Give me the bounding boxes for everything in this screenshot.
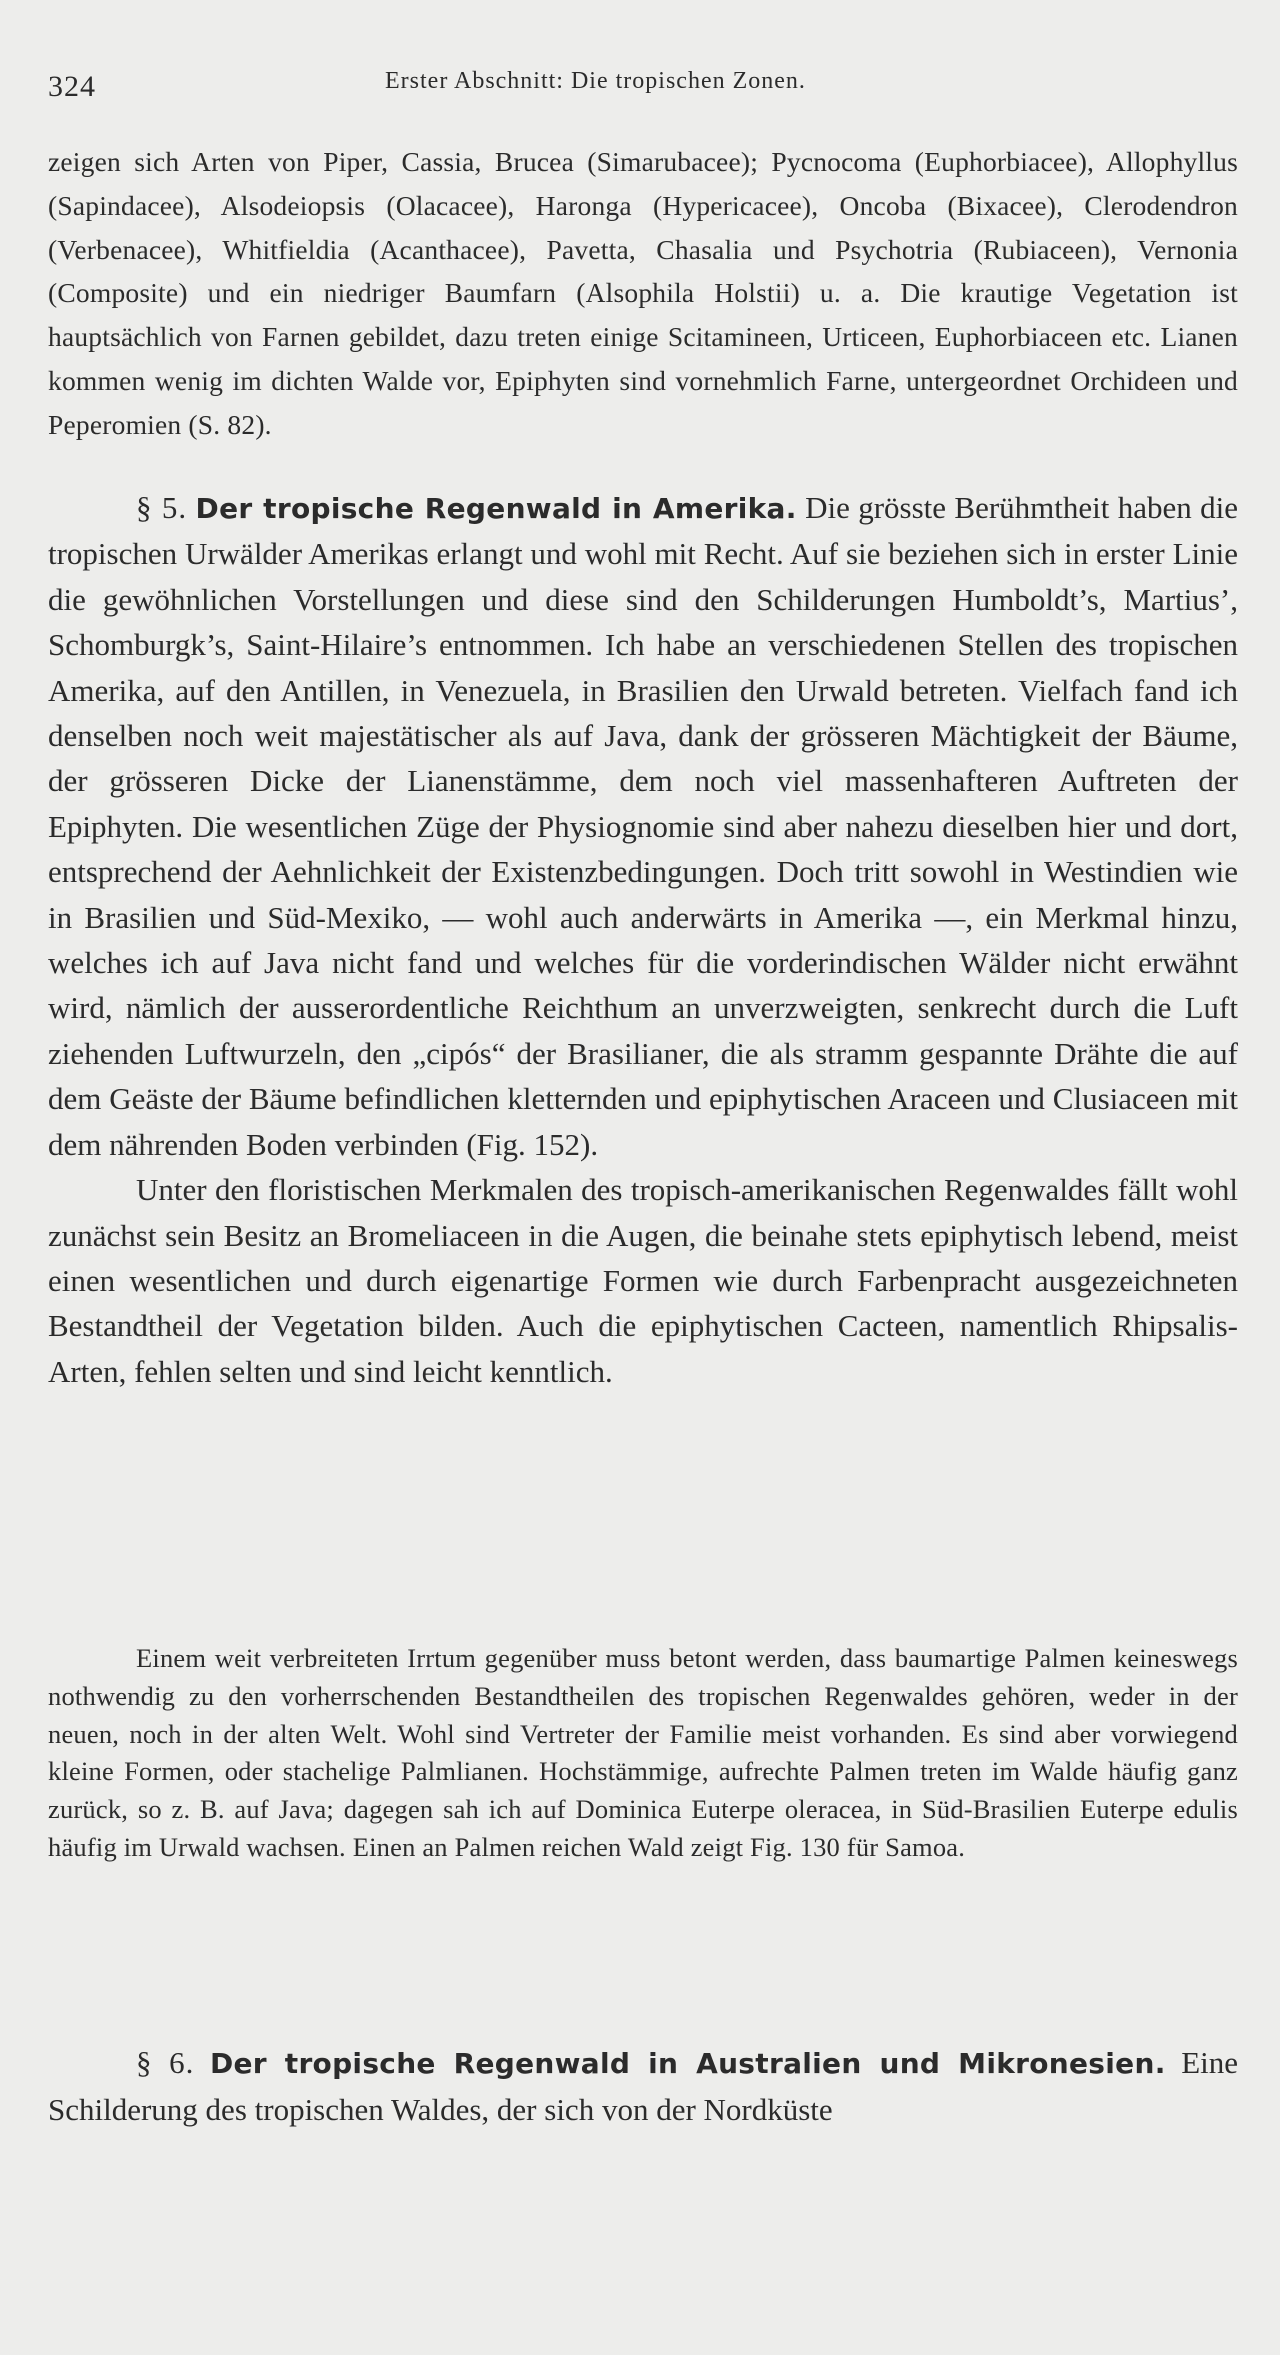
running-head (48, 66, 1232, 106)
running-title: Erster Abschnitt: Die tropischen Zonen. (385, 68, 806, 94)
section-6 (48, 2040, 1238, 2133)
section-6-paragraph (48, 2040, 1238, 2133)
continuation-block (48, 140, 1238, 447)
section-6-heading: Der tropische Regenwald in Australien und Mikronesien. (209, 2047, 1166, 2080)
palm-note-paragraph: Einem weit verbreiteten Irrtum gegenüber muss betont werden, dass baumartige Palmen keineswegs nothwendig zu den vorherrschenden Bestandtheilen des tropischen Regenwaldes gehören, weder in der neuen, noch in der alten Welt. Wohl sind Vertreter der Familie meist vorhanden. Es sind aber vorwiegend kleine Formen, oder stachelige Palmlianen. Hochstämmige, aufrechte Palmen treten im Walde häufig ganz zurück, so z. B. auf Java; dagegen sah ich auf Dominica Euterpe oleracea, in Süd-Brasilien Euterpe edulis häufig im Urwald wachsen. Einen an Palmen reichen Wald zeigt Fig. 130 für Samoa. (48, 1643, 1238, 1862)
section-5-paragraph-1 (48, 485, 1238, 1167)
continuation-paragraph: zeigen sich Arten von Piper, Cassia, Brucea (Simarubacee); Pycnocoma (Euphorbiacee), Allophyllus (Sapindacee), Alsodeiopsis (Olacacee), Haronga (Hypericacee), Oncoba (Bixacee), Clerodendron (Verbenacee), Whitfieldia (Acanthacee), Pavetta, Chasalia und Psychotria (Rubiaceen), Vernonia (Composite) und ein niedriger Baumfarn (Alsophila Holstii) u. a. Die krautige Vegetation ist hauptsächlich von Farnen gebildet, dazu treten einige Scitamineen, Urticeen, Euphorbiaceen etc. Lianen kommen wenig im dichten Walde vor, Epiphyten sind vornehmlich Farne, untergeordnet Orchideen und Peperomien (S. 82). (48, 146, 1238, 440)
section-6-text: Eine Schilderung des tropischen Waldes, der sich von der Nordküste (48, 2045, 1239, 2127)
page-number: 324 (48, 70, 96, 103)
small-print-note (48, 1640, 1238, 1867)
section-6-number: § 6. (136, 2045, 195, 2080)
section-5 (48, 485, 1238, 1394)
section-5-text: Die grösste Berühmtheit haben die tropischen Urwälder Amerikas erlangt und wohl mit Recht. Auf sie beziehen sich in erster Linie die gewöhnlichen Vorstellungen und diese sind den Schilderungen Humboldt’s, Martius’, Schomburgk’s, Saint-Hilaire’s entnommen. Ich habe an verschiedenen Stellen des tropischen Amerika, auf den Antillen, in Venezuela, in Brasilien den Urwald betreten. Vielfach fand ich denselben noch weit majestätischer als auf Java, dank der grösseren Mächtigkeit der Bäume, der grösseren Dicke der Lianenstämme, dem noch viel massenhafteren Auftreten der Epiphyten. Die wesentlichen Züge der Physiognomie sind aber nahezu dieselben hier und dort, entsprechend der Aehnlichkeit der Existenzbedingungen. Doch tritt sowohl in Westindien wie in Brasilien und Süd-Mexiko, — wohl auch anderwärts in Amerika —, ein Merkmal hinzu, welches ich auf Java nicht fand und welches für die vorderindischen Wälder nicht erwähnt wird, nämlich der ausserordentliche Reichthum an unverzweigten, senkrecht durch die Luft ziehenden Luftwurzeln, den „cipós“ der Brasilianer, die als stramm gespannte Drähte die auf dem Geäste der Bäume befindlichen kletternden und epiphytischen Araceen und Clusiaceen mit dem nährenden Boden verbinden (Fig. 152). (48, 490, 1239, 1162)
section-5-paragraph-2: Unter den floristischen Merkmalen des tropisch-amerikanischen Regenwaldes fällt wohl zunächst sein Besitz an Bromeliaceen in die Augen, die beinahe stets epiphytisch lebend, meist einen wesentlichen und durch eigenartige Formen wie durch Farbenpracht ausgezeichneten Bestandtheil der Vegetation bilden. Auch die epiphytischen Cacteen, namentlich Rhipsalis-Arten, fehlen selten und sind leicht kenntlich. (48, 1172, 1238, 1389)
section-5-heading: Der tropische Regenwald in Amerika. (195, 492, 797, 525)
section-5-number: § 5. (136, 490, 188, 525)
